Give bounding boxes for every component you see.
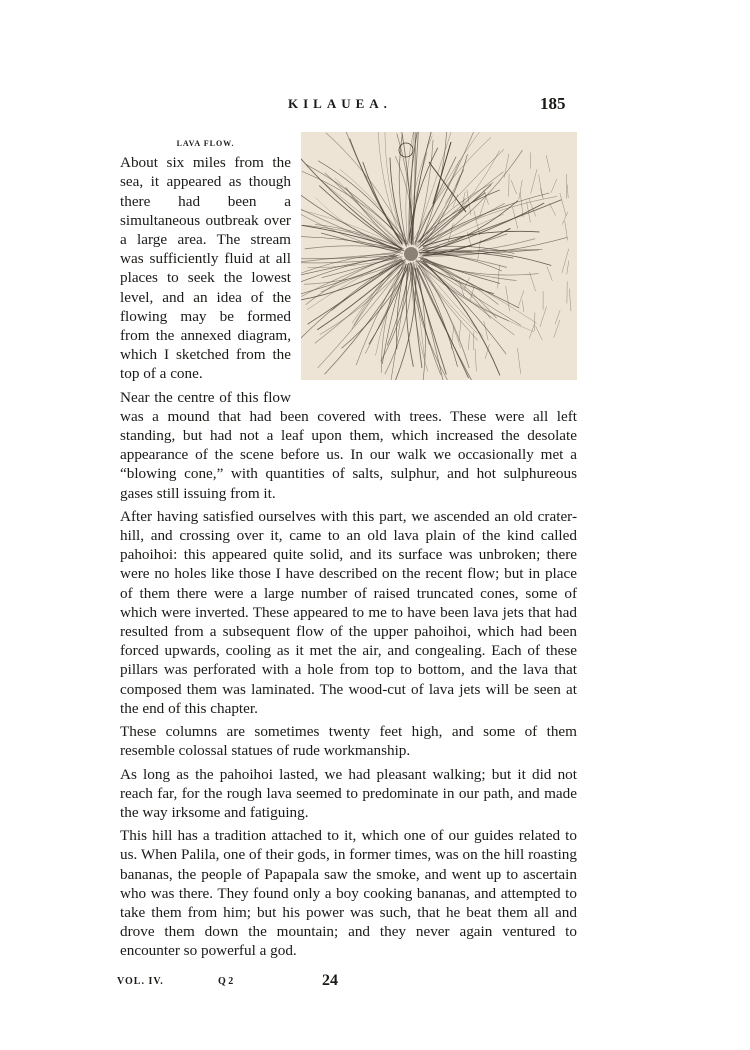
paragraph-4: These columns are sometimes twenty feet high, and some of them resemble colossal statues of rude workmanship. <box>120 723 577 760</box>
lava-flow-figure <box>301 132 577 402</box>
running-head <box>0 96 750 120</box>
page-footer <box>0 972 750 996</box>
signature-mark: Q 2 <box>218 976 234 987</box>
paragraph-2: Near the centre of this flow was a mound that had been covered with trees. These were all left standing, but had not a leaf upon them, which increased the desolate appearance of the scene before us. In our walk we occasionally met a “blowing cone,” with quantities of salts, sulphur, and hot sulphureous gases still issuing from it. <box>120 388 577 502</box>
running-title: KILAUEA. <box>288 96 392 111</box>
lava-flow-engraving <box>301 132 577 380</box>
paragraph-5: As long as the pahoihoi lasted, we had pleasant walking; but it did not reach far, for the rough lava seemed to predominate in our path, and made the way irksome and fatiguing. <box>120 765 577 821</box>
volume-mark: VOL. IV. <box>117 976 164 987</box>
figure-caption: LAVA FLOW. <box>176 139 235 148</box>
paragraph-6: This hill has a tradition attached to it, which one of our guides related to us. When Palila, one of their gods, in former times, was on the hill roasting bananas, the people of Papapala saw the smoke, and went up to ascertain who was there. They found only a boy cooking bananas, and attempted to take them from him; but his power was such, that he beat them all and drove them down the mountain; and they never again ventured to encounter so powerful a god. <box>120 827 577 960</box>
paragraph-1-text: About six miles from the sea, it appeared as though there had been a simultaneous outbreak over a large area. The stream was sufficiently fluid at all places to seek the lowest level, and an idea of the flowing may be formed from the annexed diagram, which I sketched from the top of a cone. <box>120 154 291 383</box>
sheet-number: 24 <box>322 972 338 989</box>
body-text <box>120 130 577 965</box>
page-number: 185 <box>540 94 566 113</box>
paragraph-3: After having satisfied ourselves with this part, we ascended an old crater-hill, and crossing over it, came to an old lava plain of the kind called pahoihoi: this appeared quite solid, and its surface was unbroken; there were no holes like those I have described on the recent flow; but in place of them there were a large number of raised truncated cones, some of which were inverted. These appeared to me to have been lava jets that had resulted from a subsequent flow of the upper pahoihoi, which had been forced upwards, cooling as it met the air, and congealing. Each of these pillars was perforated with a hole from top to bottom, and the lava that composed them was laminated. The wood-cut of lava jets will be seen at the end of this chapter. <box>120 507 577 717</box>
